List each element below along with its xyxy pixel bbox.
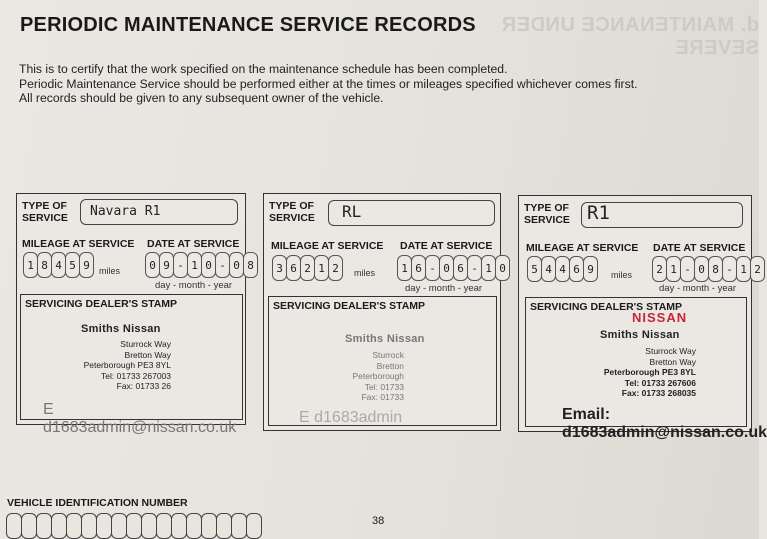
vin-digit-box[interactable]	[51, 513, 67, 539]
vin-digit-box[interactable]	[246, 513, 262, 539]
digit-box[interactable]: -	[173, 252, 188, 278]
date-digits[interactable]	[397, 255, 509, 281]
vin-digit-box[interactable]	[141, 513, 157, 539]
digit-box[interactable]: 4	[555, 256, 570, 282]
dealer-name: Smiths Nissan	[600, 329, 680, 341]
digit-box[interactable]: 5	[65, 252, 80, 278]
nissan-logo: NISSAN	[632, 310, 688, 325]
dealer-stamp	[81, 323, 161, 335]
digit-box[interactable]: 1	[397, 255, 412, 281]
dealer-email: E d1683admin@nissan.co.uk	[43, 401, 237, 436]
dealer-stamp	[345, 333, 425, 345]
dealer-stamp-label: SERVICING DEALER'S STAMP	[530, 301, 683, 313]
digit-box[interactable]: -	[680, 256, 695, 282]
type-of-service-label: TYPE OF SERVICE	[524, 202, 570, 226]
digit-box[interactable]: 2	[750, 256, 765, 282]
intro-line: This is to certify that the work specified on the maintenance schedule has been completed.	[19, 62, 508, 76]
dealer-name: Smiths Nissan	[345, 333, 425, 345]
digit-box[interactable]: 6	[286, 255, 301, 281]
date-format-hint: day - month - year	[659, 283, 737, 294]
date-format-hint: day - month - year	[405, 283, 483, 294]
vin-digit-box[interactable]	[36, 513, 52, 539]
digit-box[interactable]: 9	[583, 256, 598, 282]
vin-digit-box[interactable]	[126, 513, 142, 539]
digit-box[interactable]: 9	[79, 252, 94, 278]
type-of-service-label: TYPE OF SERVICE	[22, 200, 68, 224]
mileage-label: MILEAGE AT SERVICE	[271, 240, 384, 252]
service-record-card-1	[16, 193, 254, 436]
digit-box[interactable]: 2	[300, 255, 315, 281]
miles-unit: miles	[611, 270, 633, 280]
date-label: DATE AT SERVICE	[400, 240, 493, 252]
intro-line: All records should be given to any subsequent owner of the vehicle.	[19, 91, 384, 105]
digit-box[interactable]: 0	[495, 255, 510, 281]
digit-box[interactable]: 1	[314, 255, 329, 281]
digit-box[interactable]: -	[722, 256, 737, 282]
type-of-service-value: Navara R1	[90, 204, 161, 219]
vin-digit-box[interactable]	[186, 513, 202, 539]
mileage-label: MILEAGE AT SERVICE	[22, 238, 135, 250]
date-label: DATE AT SERVICE	[147, 238, 240, 250]
vin-boxes[interactable]	[6, 513, 261, 539]
digit-box[interactable]: 8	[243, 252, 258, 278]
digit-box[interactable]: 0	[201, 252, 216, 278]
dealer-stamp-label: SERVICING DEALER'S STAMP	[25, 298, 178, 310]
digit-box[interactable]: 9	[159, 252, 174, 278]
digit-box[interactable]: 0	[229, 252, 244, 278]
intro-text	[19, 62, 637, 106]
digit-box[interactable]: -	[467, 255, 482, 281]
mileage-digits[interactable]	[527, 256, 597, 282]
digit-box[interactable]: 2	[652, 256, 667, 282]
bleed-through-title: d. MAINTENANCE UNDER SEVERE	[501, 14, 759, 59]
date-digits[interactable]	[652, 256, 764, 282]
dealer-address: Sturrock Way Bretton Way Peterborough PE3 8YL Tel: 01733 267003 Fax: 01733 26	[83, 339, 171, 391]
dealer-name: Smiths Nissan	[81, 323, 161, 335]
digit-box[interactable]: 0	[694, 256, 709, 282]
vin-digit-box[interactable]	[171, 513, 187, 539]
digit-box[interactable]: 2	[328, 255, 343, 281]
vin-digit-box[interactable]	[81, 513, 97, 539]
type-of-service-value: RL	[342, 202, 362, 221]
dealer-stamp-label: SERVICING DEALER'S STAMP	[273, 300, 426, 312]
miles-unit: miles	[99, 266, 121, 276]
mileage-digits[interactable]	[272, 255, 342, 281]
dealer-address: Sturrock Way Bretton Way Peterborough PE3 8YL Tel: 01733 267606 Fax: 01733 268035	[603, 346, 696, 398]
digit-box[interactable]: 6	[453, 255, 468, 281]
dealer-stamp-box	[20, 294, 243, 436]
vin-digit-box[interactable]	[21, 513, 37, 539]
type-of-service-value: R1	[587, 202, 610, 224]
vin-digit-box[interactable]	[216, 513, 232, 539]
vin-digit-box[interactable]	[6, 513, 22, 539]
digit-box[interactable]: 3	[272, 255, 287, 281]
digit-box[interactable]: 1	[736, 256, 751, 282]
date-label: DATE AT SERVICE	[653, 242, 746, 254]
digit-box[interactable]: 1	[187, 252, 202, 278]
service-record-card-3	[518, 195, 767, 441]
vin-digit-box[interactable]	[96, 513, 112, 539]
digit-box[interactable]: 1	[23, 252, 38, 278]
dealer-stamp-box	[525, 297, 767, 441]
digit-box[interactable]: 8	[37, 252, 52, 278]
vin-digit-box[interactable]	[201, 513, 217, 539]
digit-box[interactable]: 4	[541, 256, 556, 282]
mileage-digits[interactable]	[23, 252, 93, 278]
type-of-service-label: TYPE OF SERVICE	[269, 200, 315, 224]
digit-box[interactable]: 6	[569, 256, 584, 282]
digit-box[interactable]: 0	[145, 252, 160, 278]
date-format-hint: day - month - year	[155, 280, 233, 291]
digit-box[interactable]: 4	[51, 252, 66, 278]
dealer-email: E d1683admin	[299, 409, 403, 426]
miles-unit: miles	[354, 268, 376, 278]
service-record-card-2	[263, 193, 506, 431]
digit-box[interactable]: 6	[411, 255, 426, 281]
digit-box[interactable]: 1	[666, 256, 681, 282]
intro-line: Periodic Maintenance Service should be performed either at the times or mileages specified whichever comes first.	[19, 76, 638, 91]
digit-box[interactable]: 0	[439, 255, 454, 281]
vin-label: VEHICLE IDENTIFICATION NUMBER	[7, 497, 188, 509]
dealer-stamp-box	[268, 296, 497, 426]
vin-digit-box[interactable]	[231, 513, 247, 539]
vin-digit-box[interactable]	[156, 513, 172, 539]
date-digits[interactable]	[145, 252, 257, 278]
digit-box[interactable]: 1	[481, 255, 496, 281]
dealer-address: Sturrock Bretton Peterborough Tel: 01733 Fax: 01733	[352, 350, 404, 402]
page-number: 38	[372, 515, 385, 527]
vin-digit-box[interactable]	[111, 513, 127, 539]
mileage-label: MILEAGE AT SERVICE	[526, 242, 639, 254]
vin-digit-box[interactable]	[66, 513, 82, 539]
digit-box[interactable]: -	[425, 255, 440, 281]
page-title: PERIODIC MAINTENANCE SERVICE RECORDS	[20, 14, 476, 36]
digit-box[interactable]: 8	[708, 256, 723, 282]
dealer-stamp	[600, 329, 680, 341]
digit-box[interactable]: -	[215, 252, 230, 278]
digit-box[interactable]: 5	[527, 256, 542, 282]
dealer-email: Email: d1683admin@nissan.co.uk	[562, 406, 767, 441]
